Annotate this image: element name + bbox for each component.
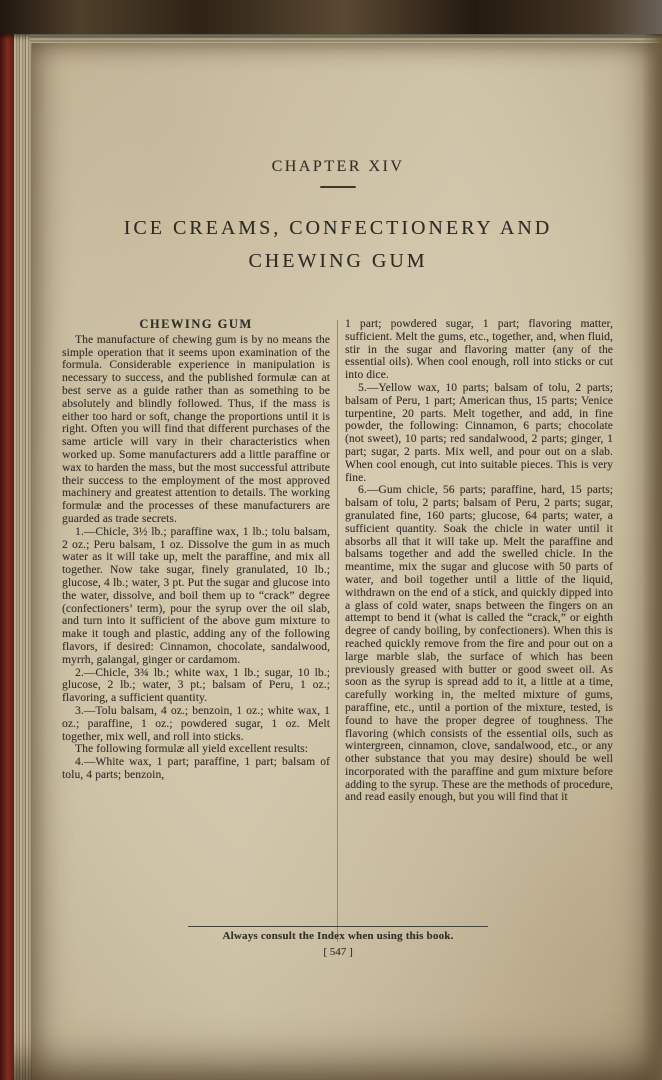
page-footer [62, 926, 614, 958]
page-title [62, 212, 614, 278]
formula-4: 4.—White wax, 1 part; paraffine, 1 part; balsam of tolu, 4 parts; benzoin, [62, 756, 330, 781]
formula-note: The following formulæ all yield excellent results: [75, 743, 309, 756]
footer-rule [188, 926, 488, 927]
paragraph-intro: The manufacture of chewing gum is by no means the simple operation that it seems upon examination of the formula. Considerable experience in manipulation is necessary to success, and the published formulæ can at best serve as a guide rather than as something to be absolutely and blindly followed. Thus, if the mass is either too hard or soft, change the proportions until it is right. Often you will find that different purchases of the same article will vary in their characteristics when worked up. Some manufacturers add a little paraffine or wax to harden the mass, but the most successful attribute their success to the employment of the most approved machinery and greatest attention to details. The working formulæ and the processes of these manufacturers are guarded as trade secrets. [62, 333, 330, 525]
formula-6: 6.—Gum chicle, 56 parts; paraffine, hard, 15 parts; balsam of tolu, 2 parts; balsam of Peru, 2 parts; sugar, granulated fine, 160 parts; glucose, 64 parts; water, a sufficient quantity. Soak the chicle in water until it absorbs all that it will take up. Melt the paraffine and balsams together and add the swelled chicle. In the meantime, mix the sugar and glucose with 50 parts of water, and boil together until a little of the liquid, withdrawn on the end of a stick, and quickly dipped into a glass of cold water, snaps between the fingers on an attempt to bend it (what is called the “crack,” or eighth degree of candy boiling, by confectioners). When this is reached quickly remove from the fire and pour out on a large marble slab, the surface of which has been previously greased with butter or good sweet oil. As soon as the syrup is spread add to it, a little at a time, carefully working in, the melted mixture of gums, paraffine, etc., until a portion of the mixture, tested, is found to have the proper degree of toughness. The flavoring (which consists of the essential oils, such as wintergreen, cinnamon, clove, sandalwood, etc., or any other substance that you may desire) should be well incorporated with the paraffine and gum mixture before adding to the syrup. These are the methods of procedure, and read easily enough, but you will find that it [345, 484, 613, 804]
page-title-line-2: CHEWING GUM [248, 250, 428, 272]
right-column [345, 318, 613, 942]
book-cover-spine [0, 0, 14, 1080]
column-divider [337, 320, 338, 942]
text-columns [62, 318, 614, 942]
formula-1: 1.—Chicle, 3½ lb.; paraffine wax, 1 lb.; tolu balsam, 2 oz.; Peru balsam, 1 oz. Dissolve the gum in as much water as it will take up, melt the paraffine, and mix all together. Now take sugar, finely granulated, 10 lb.; glucose, 4 lb.; water, 3 pt. Put the sugar and glucose into the water, dissolve, and boil them up to “crack” degree (confectioners’ term), pour the syrup over the oil slab, and turn into it sufficient of the above gum mixture to make it tough and plastic, adding any of the following flavors, if desired: Cinnamon, chocolate, sandalwood, myrrh, galangal, ginger or cardamom. [62, 525, 330, 666]
chapter-rule [320, 186, 356, 188]
page-content [62, 42, 614, 1080]
page-stack-left [14, 30, 32, 1080]
footer-note: Always consult the Index when using this book. [222, 930, 454, 942]
page-stack-right [642, 34, 662, 1080]
book-top-edge [0, 0, 662, 34]
page-stack-top [30, 34, 662, 43]
formula-3: 3.—Tolu balsam, 4 oz.; benzoin, 1 oz.; white wax, 1 oz.; paraffine, 1 oz.; powdered sugar, 1 oz. Melt together, mix well, and roll into sticks. [62, 704, 330, 743]
chapter-heading: CHAPTER XIV [271, 158, 405, 175]
book-page [32, 42, 662, 1080]
section-heading: CHEWING GUM [139, 317, 253, 331]
formula-2: 2.—Chicle, 3¾ lb.; white wax, 1 lb.; sugar, 10 lb.; glucose, 2 lb.; water, 3 pt.; balsam of Peru, 1 oz.; flavoring, a sufficient quantity. [62, 666, 330, 705]
formula-4-continued: 1 part; powdered sugar, 1 part; flavoring matter, sufficient. Melt the gums, etc., together, and, when fluid, stir in the sugar and flavoring matter (any of the essential oils). When cool enough, roll into sticks or cut into dice. [345, 318, 613, 382]
left-column [62, 318, 330, 942]
page-title-line-1: ICE CREAMS, CONFECTIONERY AND [123, 217, 553, 239]
page-number: [ 547 ] [323, 946, 353, 958]
formula-5: 5.—Yellow wax, 10 parts; balsam of tolu, 2 parts; balsam of Peru, 1 part; American thus, 15 parts; Venice turpentine, 20 parts. Melt together, and add, in fine powder, the following: Cinnamon, 6 parts; chocolate (not sweet), 10 parts; red sandalwood, 2 parts; ginger, 1 part; sugar, 2 parts. Mix well, and pour out on a slab. When cool enough, cut into suitable pieces. This is very fine. [345, 381, 613, 484]
